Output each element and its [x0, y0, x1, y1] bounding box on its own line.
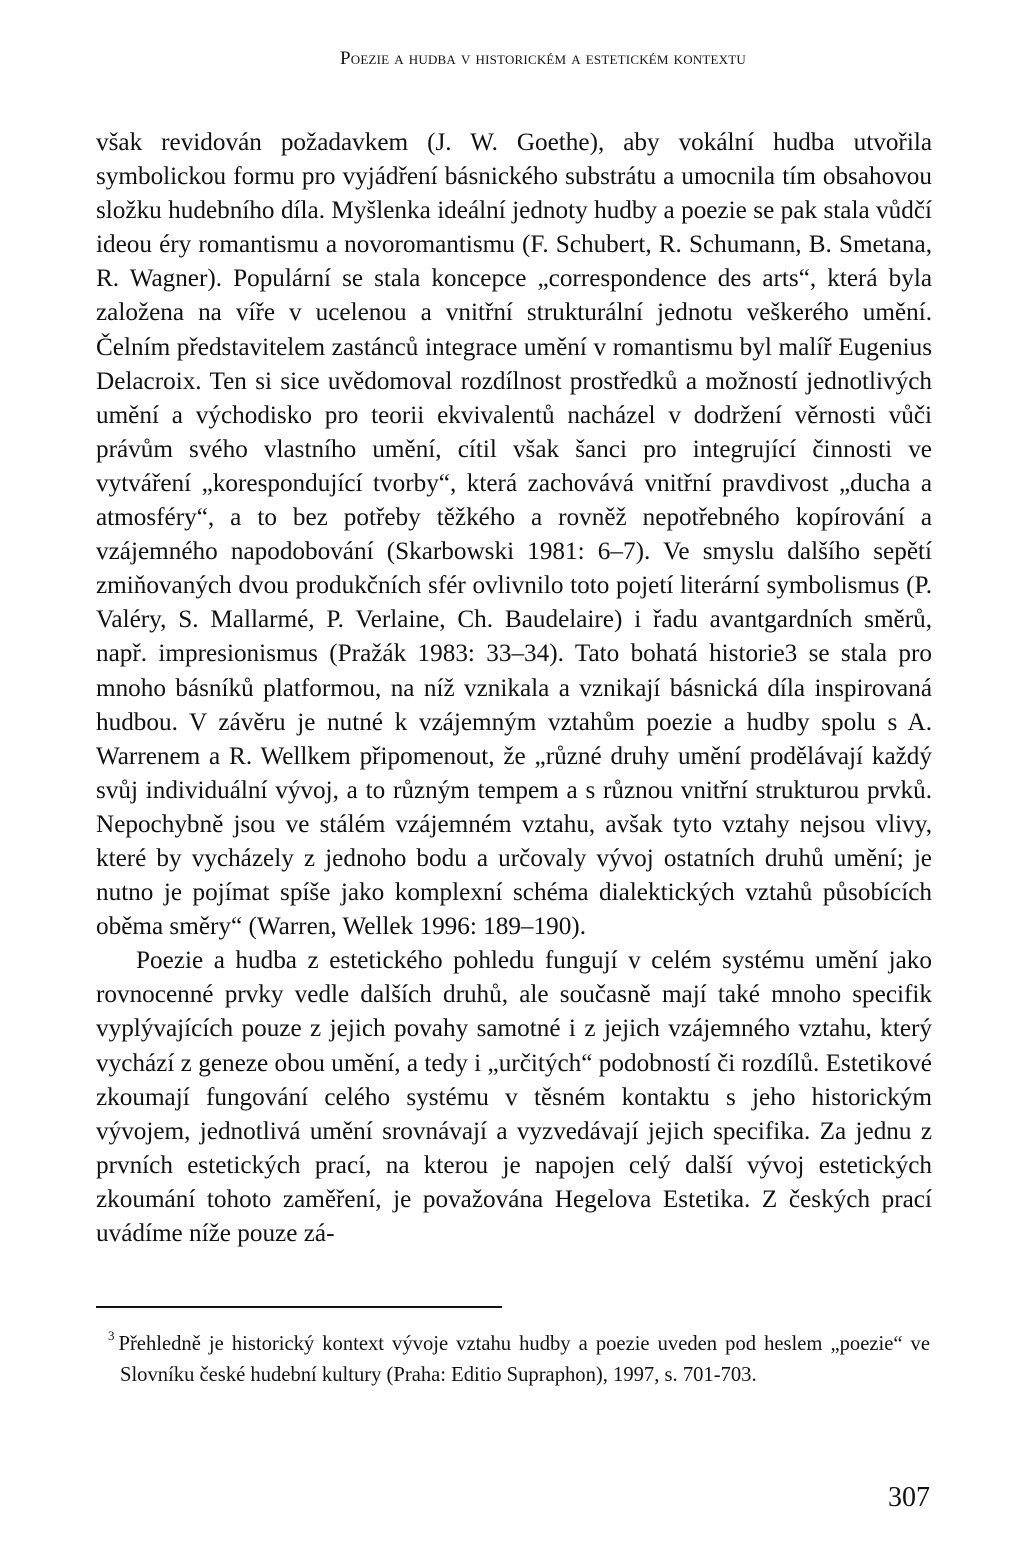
running-header — [340, 48, 930, 70]
page-number: 307 — [888, 1482, 930, 1513]
running-title: Poezie a hudba v historickém a estetickém kontextu — [340, 48, 746, 69]
footnote-marker: 3 — [108, 1328, 115, 1343]
main-text — [96, 126, 932, 1251]
paragraph-1: však revidován požadavkem (J. W. Goethe), aby vokální hudba utvořila symbolickou formu pro vyjádření básnického substrátu a umocnila tím obsahovou složku hudebního díla. Myšlenka ideální jednoty hudby a poezie se pak stala vůdčí ideou éry romantismu a novoromantismu (F. Schubert, R. Schumann, B. Smetana, R. Wagner). Populární se stala koncepce „correspondence des arts“, která byla založena na víře v ucelenou a vnitřní strukturální jednotu veškerého umění. Čelním představitelem zastánců integrace umění v romantismu byl malíř Eugenius Delacroix. Ten si sice uvědomoval rozdílnost prostředků a možností jednotlivých umění a východisko pro teorii ekvivalentů nacházel v dodržení věrnosti vůči právům svého vlastního umění, cítil však šanci pro integrující činnosti ve vytváření „korespondující tvorby“, která zachovává vnitřní pravdivost „ducha a atmosféry“, a to bez potřeby těžkého a rovněž nepotřebného kopírování a vzájemného napodobování (Skarbowski 1981: 6–7). Ve smyslu dalšího sepětí zmiňovaných dvou produkčních sfér ovlivnilo toto pojetí literární symbolismus (P. Valéry, S. Mallarmé, P. Verlaine, Ch. Baudelaire) i řadu avantgardních směrů, např. impresionismus (Pražák 1983: 33–34). Tato bohatá historie3 se stala pro mnoho básníků platformou, na níž vznikala a vznikají básnická díla inspirovaná hudbou. V závěru je nutné k vzájemným vztahům poezie a hudby spolu s A. Warrenem a R. Wellkem připomenout, že „různé druhy umění prodělávají každý svůj individuální vývoj, a to různým tempem a s různou vnitřní strukturou prvků. Nepochybně jsou ve stálém vzájemném vztahu, avšak tyto vztahy nejsou vlivy, které by vycházely z jednoho bodu a určovaly vývoj ostatních druhů umění; je nutno je pojímat spíše jako komplexní schéma dialektických vztahů působících oběma směry“ (Warren, Wellek 1996: 189–190). — [96, 129, 932, 941]
footnote-text: Přehledně je historický kontext vývoje vztahu hudby a poezie uveden pod heslem „poezie“ ve Slovníku české hudební kultury (Praha: Editio Supraphon), 1997, s. 701-703. — [118, 1332, 930, 1386]
footnote — [108, 1322, 930, 1391]
paragraph-2: Poezie a hudba z estetického pohledu fungují v celém systému umění jako rovnocenné prvky vedle dalších druhů, ale současně mají také mnoho specifik vyplývajících pouze z jejich povahy samotné i z jejich vzájemného vztahu, který vychází z geneze obou umění, a tedy i „určitých“ podobností či rozdílů. Estetikové zkoumají fungování celého systému v těsném kontaktu s jeho historickým vývojem, jednotlivá umění srovnávají a vyzvedávají jejich specifika. Za jednu z prvních estetických prací, na kterou je napojen celý další vývoj estetických zkoumání tohoto zaměření, je považována Hegelova Estetika. Z českých prací uvádíme níže pouze zá- — [96, 947, 932, 1247]
footnote-separator — [96, 1306, 502, 1308]
